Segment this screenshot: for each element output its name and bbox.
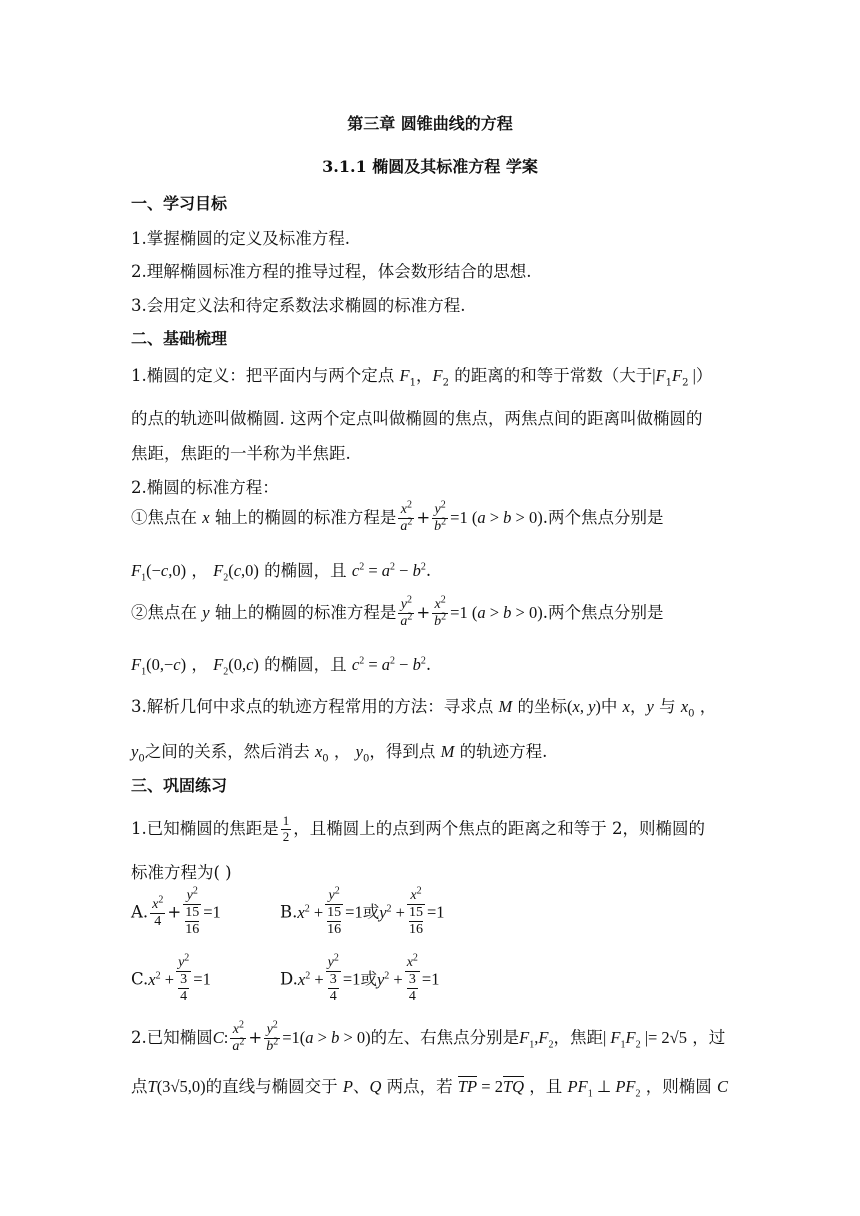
definition-line-2: 的点的轨迹叫做椭圆. 这两个定点叫做椭圆的焦点，两焦点间的距离叫做椭圆的 bbox=[131, 409, 703, 428]
option-a[interactable]: A. $\frac{x^2}{4}$ + $y^2$ 15 16 =1 bbox=[131, 885, 221, 938]
goal-item: 1.掌握椭圆的定义及标准方程. bbox=[131, 229, 350, 248]
section-heading-basics: 二、基础梳理 bbox=[131, 329, 228, 348]
y-axis-foci-line: $F_1(0,-c)$ ， $F_2(0,c)$ 的椭圆，且 $c^2 = a^2 - b^2$. bbox=[131, 655, 432, 678]
y-axis-equation-line: ②焦点在 y 轴上的椭圆的标准方程是 $\frac{y^2}{a^2}$ + $\frac{x^2}{b^2}$ =1 (a > b > 0).两个焦点分别是 bbox=[131, 594, 664, 630]
x-axis-equation-line: ①焦点在 x 轴上的椭圆的标准方程是 $\frac{x^2}{a^2}$ + $\frac{y^2}{b^2}$ =1 (a > b > 0).两个焦点分别是 bbox=[131, 499, 664, 535]
x-axis-foci-line: $F_1(-c,0)$ ， $F_2(c,0)$ 的椭圆，且 $c^2 = a^2 - b^2$. bbox=[131, 561, 432, 584]
question-1-line-2: 标准方程为( ) bbox=[131, 863, 232, 882]
section-heading-exercises: 三、巩固练习 bbox=[131, 776, 228, 795]
option-d[interactable]: $D.x^2$ + $y^2$ 3 4 =1或$y^2$ + $x^2$ 3 4 =1 bbox=[280, 952, 440, 1005]
section-heading-goals: 一、学习目标 bbox=[131, 194, 228, 213]
question-2-line-1: 2.已知椭圆C: $\frac{x^2}{a^2}$ + $\frac{y^2}{b^2}$ =1(a > b > 0)的左、右焦点分别是$F_1,F_2$，焦距| $F_1F_2$ |= 2√5 ，过 bbox=[131, 1019, 726, 1055]
option-c[interactable]: $C.x^2$ + $y^2$ 3 4 =1 bbox=[131, 952, 211, 1005]
standard-equation-title: 2.椭圆的标准方程： bbox=[131, 478, 279, 497]
chapter-title: 第三章 圆锥曲线的方程 bbox=[347, 114, 513, 133]
locus-line-1: 3.解析几何中求点的轨迹方程常用的方法：寻求点 M 的坐标(x, y)中 x，y 与 $x_0$ ， bbox=[131, 697, 717, 720]
lesson-title: 3.1.1 椭圆及其标准方程 学案 bbox=[322, 157, 538, 176]
question-2-line-2: 点T(3√5,0)的直线与椭圆交于 P、Q 两点，若 TP = 2TQ ，且 $PF_1$ ⊥ $PF_2$ ，则椭圆 C bbox=[131, 1077, 729, 1100]
locus-line-2: $y_0$之间的关系，然后消去 $x_0$ ， $y_0$，得到点 M 的轨迹方程. bbox=[131, 742, 548, 765]
goal-item: 3.会用定义法和待定系数法求椭圆的标准方程. bbox=[131, 296, 466, 315]
definition-line-3: 焦距，焦距的一半称为半焦距. bbox=[131, 444, 351, 463]
definition-line-1: 1.椭圆的定义：把平面内与两个定点 $F_1$，$F_2$ 的距离的和等于常数（大于$|F_1F_2$ |） bbox=[131, 366, 713, 389]
question-1-line-1: 1.已知椭圆的焦距是 $\frac{1}{2}$ ，且椭圆上的点到两个焦点的距离之和等于 2，则椭圆的 bbox=[131, 813, 705, 844]
goal-item: 2.理解椭圆标准方程的推导过程，体会数形结合的思想. bbox=[131, 262, 532, 281]
option-b[interactable]: $B.x^2$ + $y^2$ 15 16 =1或$y^2$ + $x^2$ 15 16 =1 bbox=[280, 885, 445, 938]
